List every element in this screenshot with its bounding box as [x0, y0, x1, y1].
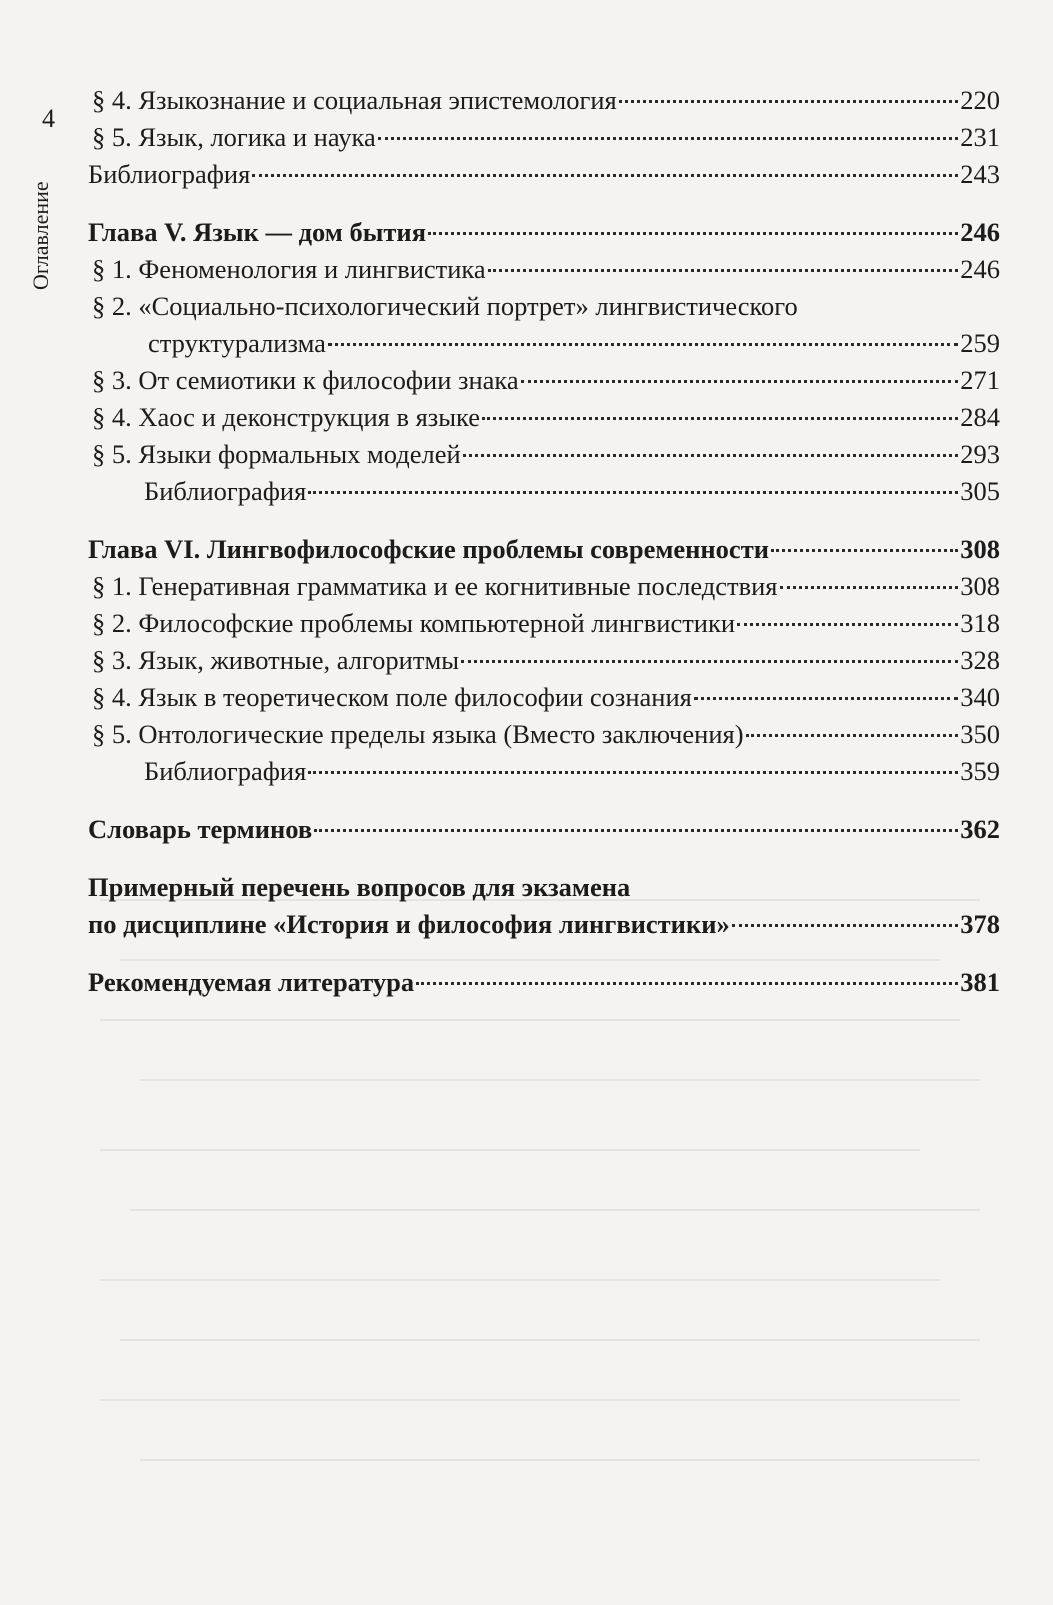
dot-leader	[732, 924, 959, 927]
entry-title: Библиография	[144, 476, 307, 506]
toc-entry	[88, 753, 1000, 790]
page-number: 4	[42, 104, 55, 133]
toc-entry	[88, 399, 1000, 436]
entry-title: § 4. Языкознание и социальная эпистемология	[92, 85, 617, 115]
dot-leader	[463, 454, 959, 457]
entry-page: 271	[960, 365, 1000, 395]
entry-page: 381	[960, 967, 1000, 997]
dot-leader	[308, 771, 958, 774]
entry-page: 362	[960, 814, 1000, 844]
toc-chapter	[88, 214, 1000, 251]
entry-title: Библиография	[144, 756, 307, 786]
entry-title: § 3. Язык, животные, алгоритмы	[92, 645, 460, 675]
toc-entry	[88, 288, 1000, 362]
dot-leader	[521, 380, 959, 383]
toc-entry	[88, 119, 1000, 156]
toc-entry	[88, 642, 1000, 679]
table-of-contents	[88, 82, 1000, 1001]
entry-page: 220	[960, 85, 1000, 115]
entry-title: § 5. Язык, логика и наука	[92, 122, 376, 152]
dot-leader	[378, 137, 959, 140]
dot-leader	[328, 343, 958, 346]
dot-leader	[780, 586, 959, 589]
toc-chapter	[88, 869, 1000, 943]
dot-leader	[771, 549, 958, 552]
toc-chapter	[88, 531, 1000, 568]
dot-leader	[737, 623, 958, 626]
dot-leader	[252, 174, 958, 177]
entry-title: Библиография	[88, 159, 251, 189]
dot-leader	[488, 269, 959, 272]
chapter-title: Глава V. Язык — дом бытия	[88, 217, 427, 247]
toc-entry	[88, 251, 1000, 288]
entry-page: 305	[960, 476, 1000, 506]
entry-page: 243	[960, 159, 1000, 189]
entry-page: 293	[960, 439, 1000, 469]
entry-page: 359	[960, 756, 1000, 786]
toc-entry	[88, 436, 1000, 473]
entry-title: § 1. Феноменология и лингвистика	[92, 254, 486, 284]
entry-title-line2: структурализма	[148, 328, 326, 358]
entry-title-line1: § 2. «Социально-психологический портрет» лингвистического	[92, 291, 798, 321]
running-head: Оглавление	[28, 181, 53, 290]
toc-entry	[88, 605, 1000, 642]
dot-leader	[308, 491, 958, 494]
chapter-title: Рекомендуемая литература	[88, 967, 415, 997]
dot-leader	[619, 100, 959, 103]
entry-title: § 2. Философские проблемы компьютерной лингвистики	[92, 608, 736, 638]
entry-title: § 5. Языки формальных моделей	[92, 439, 461, 469]
entry-page: 308	[960, 534, 1000, 564]
toc-entry	[88, 473, 1000, 510]
entry-page: 246	[960, 217, 1000, 247]
toc-chapter	[88, 811, 1000, 848]
toc-entry	[88, 82, 1000, 119]
entry-title: § 1. Генеративная грамматика и ее когнитивные последствия	[92, 571, 778, 601]
entry-page: 350	[960, 719, 1000, 749]
dot-leader	[416, 982, 958, 985]
entry-page: 328	[960, 645, 1000, 675]
entry-title: § 4. Хаос и деконструкция в языке	[92, 402, 481, 432]
entry-page: 231	[960, 122, 1000, 152]
dot-leader	[461, 660, 958, 663]
entry-page: 259	[960, 328, 1000, 358]
dot-leader	[428, 232, 958, 235]
toc-entry	[88, 679, 1000, 716]
toc-entry	[88, 568, 1000, 605]
entry-page: 378	[960, 909, 1000, 939]
toc-chapter	[88, 964, 1000, 1001]
entry-page: 340	[960, 682, 1000, 712]
dot-leader	[746, 734, 959, 737]
entry-page: 318	[960, 608, 1000, 638]
entry-page: 308	[960, 571, 1000, 601]
toc-entry	[88, 362, 1000, 399]
dot-leader	[314, 829, 958, 832]
dot-leader	[482, 417, 958, 420]
dot-leader	[694, 697, 958, 700]
entry-title: § 3. От семиотики к философии знака	[92, 365, 519, 395]
entry-page: 246	[960, 254, 1000, 284]
chapter-title: Глава VI. Лингвофилософские проблемы современности	[88, 534, 769, 564]
chapter-title: Словарь терминов	[88, 814, 313, 844]
toc-entry	[88, 716, 1000, 753]
entry-title: § 5. Онтологические пределы языка (Вместо заключения)	[92, 719, 744, 749]
entry-page: 284	[960, 402, 1000, 432]
chapter-title-line2: по дисциплине «История и философия лингвистики»	[88, 909, 730, 939]
chapter-title-line1: Примерный перечень вопросов для экзамена	[88, 872, 631, 902]
toc-entry	[88, 156, 1000, 193]
entry-title: § 4. Язык в теоретическом поле философии сознания	[92, 682, 692, 712]
